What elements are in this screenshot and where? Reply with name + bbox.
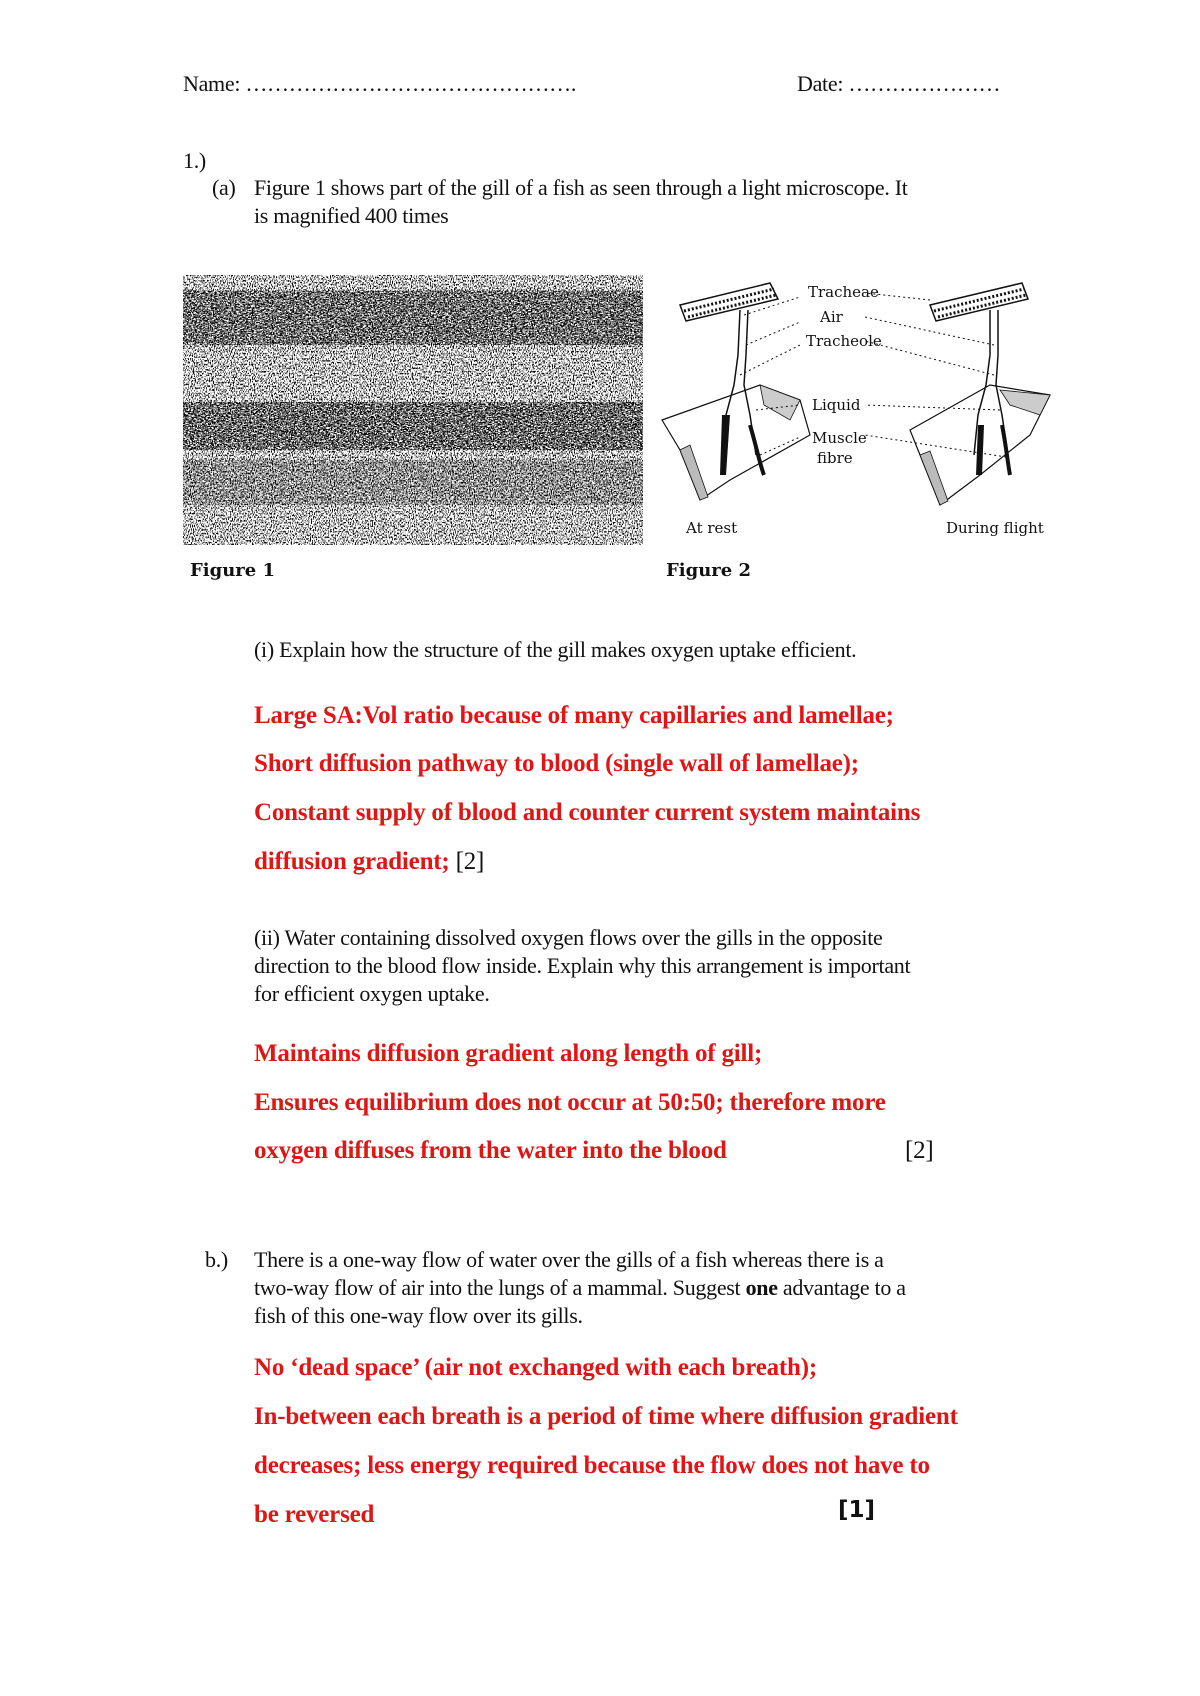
part-ii-question-line2: direction to the blood flow inside. Explain why this arrangement is important [254,953,911,978]
part-i-answer-line4-text: diffusion gradient; [254,848,450,875]
part-b-question-line2-pre: two-way flow of air into the lungs of a mammal. Suggest [254,1275,746,1300]
part-i-question: (i) Explain how the structure of the gill makes oxygen uptake efficient. [254,637,857,662]
part-a-text-line1: Figure 1 shows part of the gill of a fish as seen through a light microscope. It [254,175,908,200]
part-b-question-line2 [254,1274,906,1302]
figure1-micrograph [183,275,643,545]
label-liquid: Liquid [812,396,861,414]
part-b-question-emphasis: one [745,1275,778,1300]
part-b-label: b.) [205,1247,228,1272]
part-ii-question-line3: for efficient oxygen uptake. [254,981,490,1006]
part-ii-answer-line2: Ensures equilibrium does not occur at 50:50; therefore more [254,1089,886,1116]
date-field-label: Date: ………………… [797,71,1001,96]
exoskeleton-left [680,283,778,321]
figure2-diagram [660,275,1060,550]
label-air: Air [820,308,843,326]
name-field-label: Name: ………………………………………. [183,71,577,96]
part-a-text-line2: is magnified 400 times [254,203,449,228]
label-fibre: fibre [817,449,853,467]
part-i-answer-line2: Short diffusion pathway to blood (single wall of lamellae); [254,750,859,777]
part-b-marks: [1] [838,1497,876,1523]
part-a-label: (a) [212,175,236,200]
part-ii-answer-line3: oxygen diffuses from the water into the blood [254,1137,727,1164]
part-b-question-line1: There is a one-way flow of water over the gills of a fish whereas there is a [254,1247,884,1272]
part-ii-answer-line1: Maintains diffusion gradient along length of gill; [254,1040,763,1067]
label-muscle: Muscle [812,429,867,447]
part-b-question-line3: fish of this one-way flow over its gills. [254,1303,583,1328]
label-tracheole: Tracheole [806,332,882,350]
part-b-answer-line4: be reversed [254,1501,375,1528]
label-leader-lines [740,293,1006,457]
label-during-flight: During flight [946,519,1044,537]
part-i-answer-line3: Constant supply of blood and counter current system maintains [254,799,921,826]
label-tracheae: Tracheae [808,283,879,301]
exoskeleton-right [930,283,1028,321]
part-b-question-line2-post: advantage to a [777,1275,906,1300]
part-ii-marks: [2] [905,1137,934,1164]
part-b-answer-line3: decreases; less energy required because the flow does not have to [254,1452,930,1479]
part-i-answer-line4 [254,846,484,878]
figure1-caption: Figure 1 [190,560,276,581]
question-number: 1.) [183,148,206,173]
part-b-answer-line1: No ‘dead space’ (air not exchanged with each breath); [254,1354,817,1381]
part-ii-question-line1: (ii) Water containing dissolved oxygen flows over the gills in the opposite [254,925,883,950]
part-i-marks: [2] [455,848,485,875]
figure2-caption: Figure 2 [666,560,752,581]
label-at-rest: At rest [686,519,738,537]
part-i-answer-line1: Large SA:Vol ratio because of many capillaries and lamellae; [254,702,894,729]
part-b-answer-line2: In-between each breath is a period of time where diffusion gradient [254,1403,958,1430]
